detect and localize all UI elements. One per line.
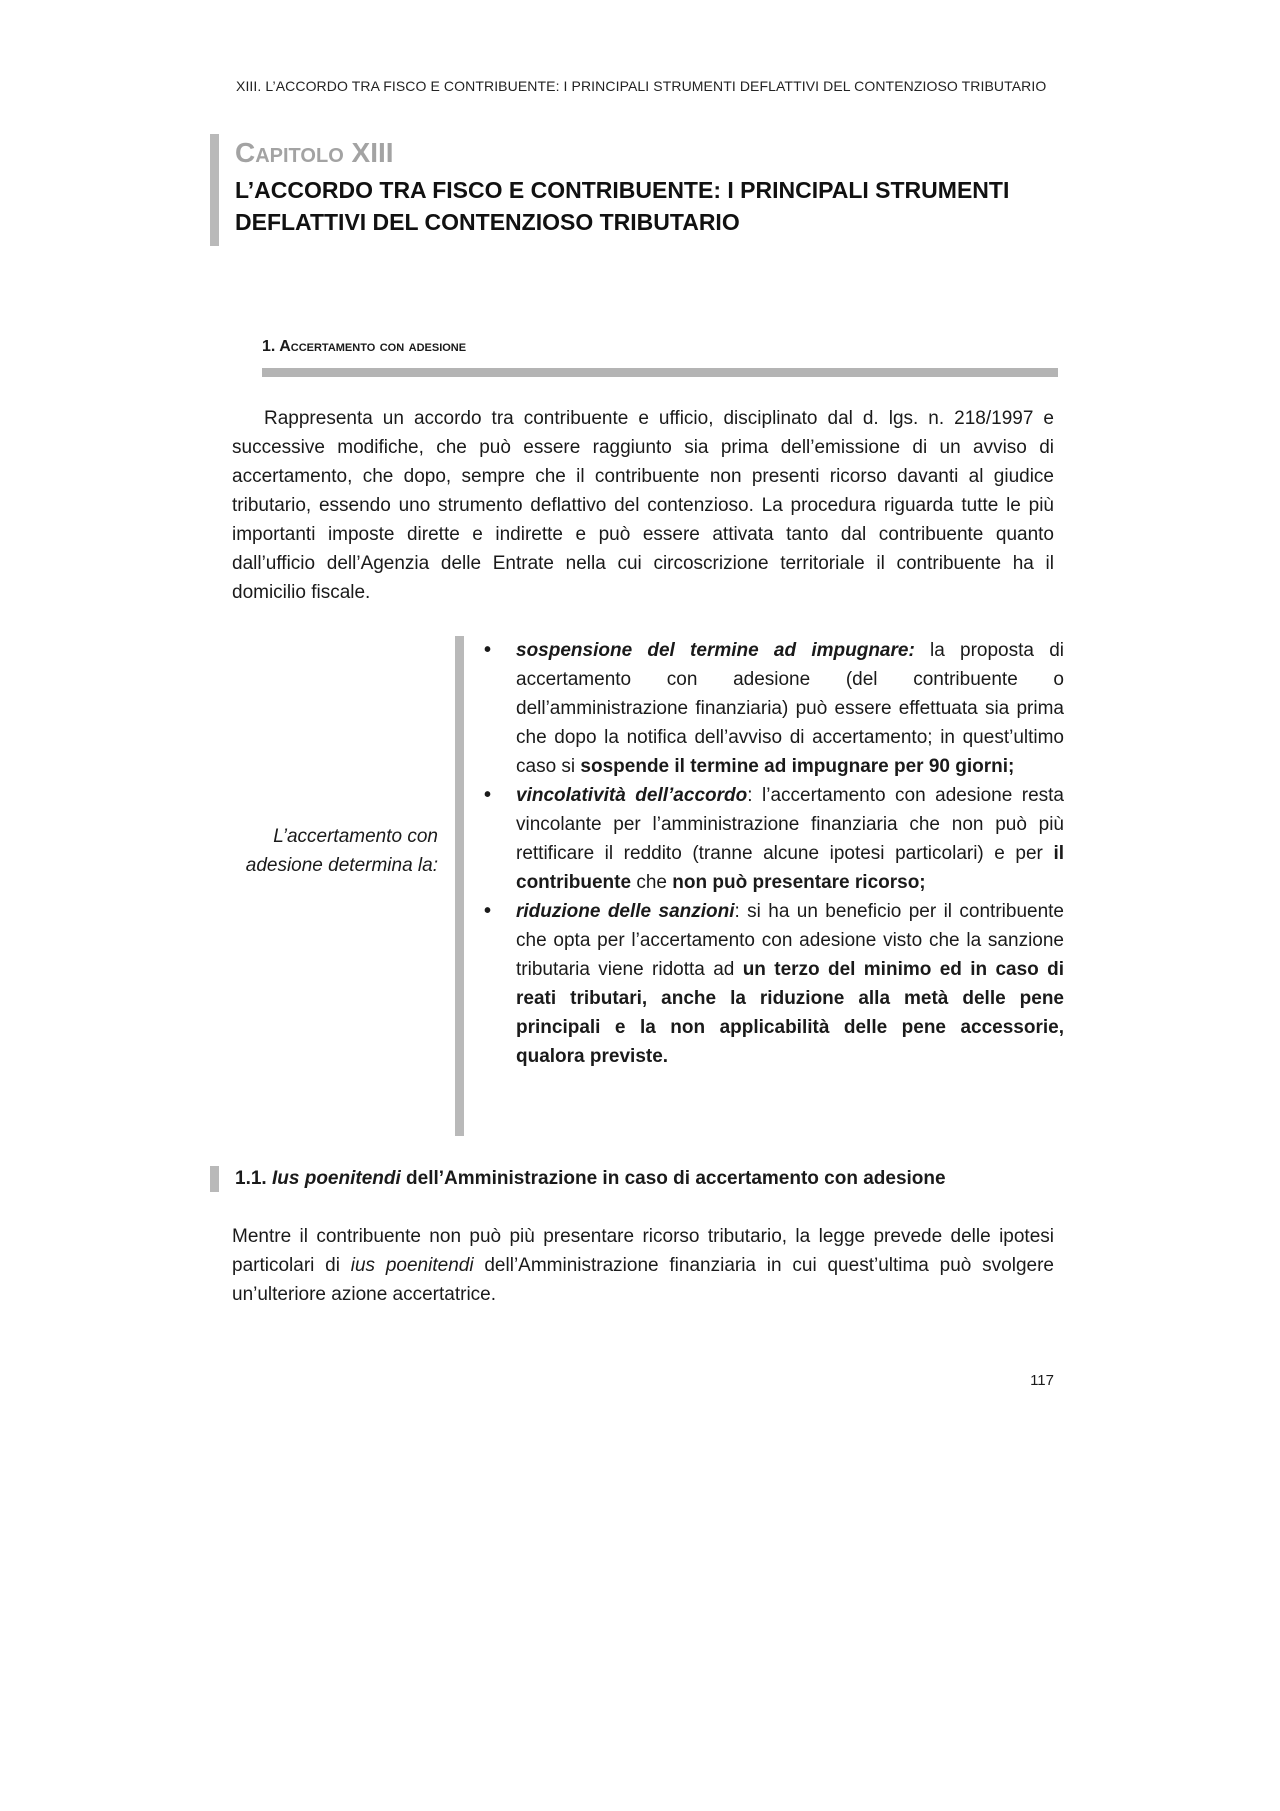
effect-text: che <box>631 872 673 893</box>
subsection-paragraph-italic: ius poenitendi <box>350 1255 474 1276</box>
page-number: 117 <box>1030 1372 1054 1389</box>
chapter-heading <box>210 134 1085 246</box>
effect-bold: non può presentare ricorso; <box>672 872 926 893</box>
effect-bold: il contribuente <box>516 843 1064 893</box>
effect-text: : si ha un beneficio per il contribuente che opta per l’accertamento con adesione visto che la sanzione tributaria viene ridotta ad <box>516 901 1064 980</box>
subsection-number: 1.1. <box>235 1168 267 1189</box>
effect-lead: sospensione del termine ad impugnare: <box>516 640 915 661</box>
section-title: Accertamento con adesione <box>279 338 467 355</box>
chapter-label: Capitolo XIII <box>235 137 394 168</box>
running-header: XIII. L’ACCORDO TRA FISCO E CONTRIBUENTE: I PRINCIPALI STRUMENTI DEFLATTIVI DEL CONTENZIOSO TRIBUTARIO <box>236 78 1047 94</box>
effect-item-binding <box>484 781 1064 897</box>
subsection-title-italic: Ius poenitendi <box>271 1168 401 1189</box>
effect-text: : l’accertamento con adesione resta vincolante per l’amministrazione finanziaria che non può più rettificare il reddito (tranne alcune ipotesi particolari) e per <box>516 785 1064 864</box>
effect-bold: un terzo del minimo ed in caso di reati tributari, anche la riduzione alla metà delle pene principali e la non applicabilità delle pene accessorie, qualora previste. <box>516 959 1064 1067</box>
effects-list <box>464 636 1064 1071</box>
subsection-paragraph-start: Mentre il contribuente non può più presentare ricorso tributario, la legge prevede delle ipotesi particolari di <box>232 1226 1054 1276</box>
subsection-paragraph <box>232 1222 1054 1309</box>
section-number: 1. <box>262 338 276 355</box>
chapter-title-line-2: DEFLATTIVI DEL CONTENZIOSO TRIBUTARIO <box>235 209 740 235</box>
chapter-title <box>235 174 1085 238</box>
chapter-title-line-1: L’ACCORDO TRA FISCO E CONTRIBUENTE: I PRINCIPALI STRUMENTI <box>235 177 1010 203</box>
subsection-paragraph-end: dell’Amministrazione finanziaria in cui quest’ultima può svolgere un’ulteriore azione accertatrice. <box>232 1255 1054 1305</box>
subsection-title-rest: dell’Amministrazione in caso di accertamento con adesione <box>400 1168 946 1189</box>
section-paragraph: Rappresenta un accordo tra contribuente e ufficio, disciplinato dal d. lgs. n. 218/1997 e successive modifiche, che può essere raggiunto sia prima dell’emissione di un avviso di accertamento, che dopo, sempre che il contribuente non presenti ricorso davanti al giudice tributario, essendo uno strumento deflattivo del contenzioso. La procedura riguarda tutte le più importanti imposte dirette e indirette e può essere attivata tanto dal contribuente quanto dall’ufficio dell’Agenzia delle Entrate nella cui circoscrizione territoriale il contribuente ha il domicilio fiscale. <box>232 408 1054 603</box>
effect-item-suspension <box>484 636 1064 781</box>
effect-bold: sospende il termine ad impugnare per 90 giorni; <box>580 756 1015 777</box>
effects-box <box>455 636 1064 1136</box>
sidebar-note: L’accertamento con adesione determina la: <box>245 826 438 876</box>
subsection-heading <box>210 1166 1085 1192</box>
effect-lead: vincolatività dell’accordo <box>516 785 748 806</box>
effect-item-sanctions <box>484 897 1064 1071</box>
effect-lead: riduzione delle sanzioni <box>516 901 735 922</box>
section-heading <box>262 338 1058 377</box>
effect-text: la proposta di accertamento con adesione (del contribuente o dell’amministrazione finanziaria) può essere effettuata sia prima che dopo la notifica dell’avviso di accertamento; in quest’ultimo caso si <box>516 640 1064 777</box>
